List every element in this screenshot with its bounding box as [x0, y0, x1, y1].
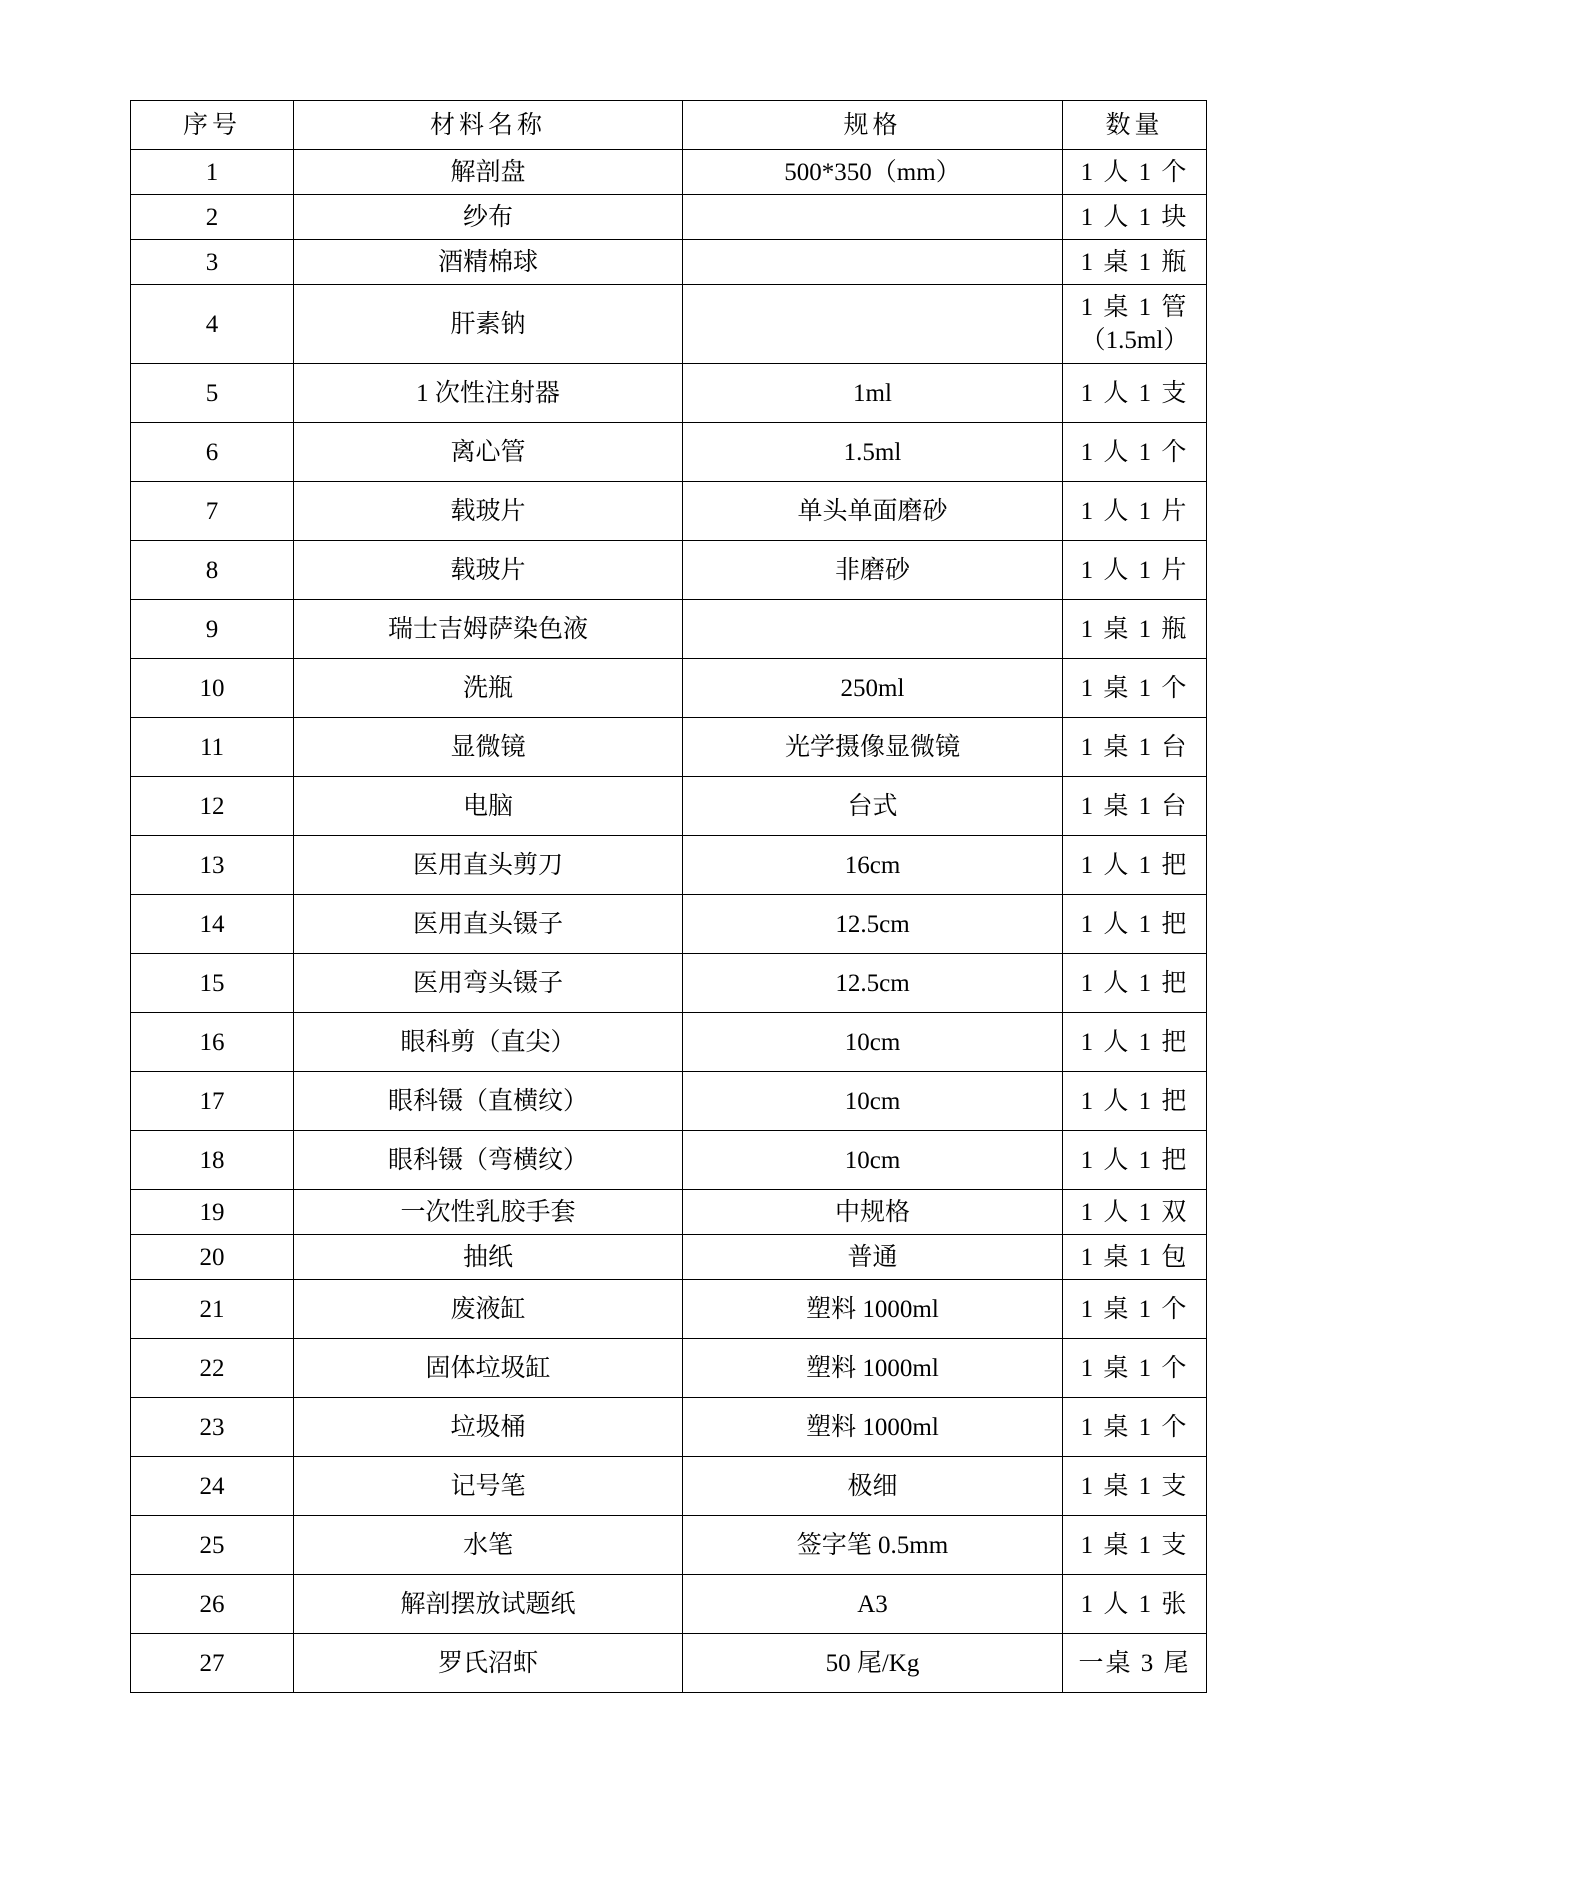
table-row — [131, 1280, 1207, 1339]
cell-material-name: 载玻片 — [294, 541, 683, 600]
cell-quantity: 1 桌 1 支 — [1063, 1457, 1207, 1516]
table-row — [131, 1575, 1207, 1634]
cell-quantity — [1063, 285, 1207, 364]
cell-specification: 签字笔 0.5mm — [683, 1516, 1063, 1575]
cell-index: 11 — [131, 718, 294, 777]
cell-material-name: 洗瓶 — [294, 659, 683, 718]
cell-specification: 500*350（mm） — [683, 150, 1063, 195]
cell-specification: 塑料 1000ml — [683, 1339, 1063, 1398]
table-row — [131, 1190, 1207, 1235]
cell-specification: 12.5cm — [683, 895, 1063, 954]
table-row — [131, 423, 1207, 482]
cell-specification: A3 — [683, 1575, 1063, 1634]
cell-index: 15 — [131, 954, 294, 1013]
cell-index: 21 — [131, 1280, 294, 1339]
cell-material-name: 载玻片 — [294, 482, 683, 541]
cell-specification: 光学摄像显微镜 — [683, 718, 1063, 777]
cell-specification: 12.5cm — [683, 954, 1063, 1013]
cell-material-name: 眼科剪（直尖） — [294, 1013, 683, 1072]
cell-quantity: 1 人 1 支 — [1063, 364, 1207, 423]
cell-material-name: 眼科镊（弯横纹） — [294, 1131, 683, 1190]
column-header-material-name: 材料名称 — [294, 101, 683, 150]
cell-quantity: 1 桌 1 包 — [1063, 1235, 1207, 1280]
cell-material-name: 肝素钠 — [294, 285, 683, 364]
cell-index: 17 — [131, 1072, 294, 1131]
column-header-quantity: 数量 — [1063, 101, 1207, 150]
table-row — [131, 482, 1207, 541]
cell-index: 12 — [131, 777, 294, 836]
cell-quantity: 1 桌 1 瓶 — [1063, 240, 1207, 285]
cell-quantity: 1 人 1 片 — [1063, 541, 1207, 600]
table-row — [131, 659, 1207, 718]
cell-specification: 10cm — [683, 1072, 1063, 1131]
cell-specification: 塑料 1000ml — [683, 1280, 1063, 1339]
cell-material-name: 记号笔 — [294, 1457, 683, 1516]
cell-material-name: 解剖盘 — [294, 150, 683, 195]
cell-material-name: 纱布 — [294, 195, 683, 240]
cell-material-name: 酒精棉球 — [294, 240, 683, 285]
table-row — [131, 718, 1207, 777]
cell-index: 24 — [131, 1457, 294, 1516]
cell-quantity: 1 人 1 个 — [1063, 423, 1207, 482]
table-row — [131, 240, 1207, 285]
table-row — [131, 1013, 1207, 1072]
table-row — [131, 1131, 1207, 1190]
cell-specification: 台式 — [683, 777, 1063, 836]
cell-index: 27 — [131, 1634, 294, 1693]
cell-material-name: 垃圾桶 — [294, 1398, 683, 1457]
table-row — [131, 1634, 1207, 1693]
cell-specification: 普通 — [683, 1235, 1063, 1280]
cell-specification: 中规格 — [683, 1190, 1063, 1235]
cell-quantity: 1 人 1 张 — [1063, 1575, 1207, 1634]
cell-quantity: 1 人 1 片 — [1063, 482, 1207, 541]
cell-quantity: 1 人 1 把 — [1063, 895, 1207, 954]
cell-specification: 10cm — [683, 1013, 1063, 1072]
table-row — [131, 150, 1207, 195]
cell-index: 19 — [131, 1190, 294, 1235]
table-row — [131, 364, 1207, 423]
cell-quantity: 1 人 1 块 — [1063, 195, 1207, 240]
table-row — [131, 777, 1207, 836]
cell-specification: 50 尾/Kg — [683, 1634, 1063, 1693]
cell-index: 9 — [131, 600, 294, 659]
table-row — [131, 895, 1207, 954]
table-row — [131, 600, 1207, 659]
cell-material-name: 医用弯头镊子 — [294, 954, 683, 1013]
cell-material-name: 抽纸 — [294, 1235, 683, 1280]
column-header-specification: 规格 — [683, 101, 1063, 150]
cell-quantity: 1 桌 1 台 — [1063, 777, 1207, 836]
table-row — [131, 1339, 1207, 1398]
cell-material-name: 医用直头剪刀 — [294, 836, 683, 895]
cell-index: 6 — [131, 423, 294, 482]
cell-quantity: 1 人 1 把 — [1063, 954, 1207, 1013]
cell-index: 8 — [131, 541, 294, 600]
cell-material-name: 解剖摆放试题纸 — [294, 1575, 683, 1634]
cell-quantity: 1 桌 1 个 — [1063, 1280, 1207, 1339]
table-header — [131, 101, 1207, 150]
cell-specification — [683, 195, 1063, 240]
cell-index: 18 — [131, 1131, 294, 1190]
cell-specification: 1.5ml — [683, 423, 1063, 482]
column-header-index: 序号 — [131, 101, 294, 150]
cell-quantity: 1 人 1 把 — [1063, 1072, 1207, 1131]
cell-quantity: 1 桌 1 瓶 — [1063, 600, 1207, 659]
cell-quantity: 一桌 3 尾 — [1063, 1634, 1207, 1693]
cell-quantity: 1 桌 1 个 — [1063, 659, 1207, 718]
cell-material-name: 1 次性注射器 — [294, 364, 683, 423]
cell-index: 2 — [131, 195, 294, 240]
cell-index: 3 — [131, 240, 294, 285]
cell-material-name: 固体垃圾缸 — [294, 1339, 683, 1398]
cell-quantity: 1 人 1 个 — [1063, 150, 1207, 195]
table-row — [131, 195, 1207, 240]
cell-material-name: 离心管 — [294, 423, 683, 482]
cell-specification: 250ml — [683, 659, 1063, 718]
cell-quantity: 1 桌 1 支 — [1063, 1516, 1207, 1575]
cell-index: 14 — [131, 895, 294, 954]
cell-index: 13 — [131, 836, 294, 895]
cell-specification: 1ml — [683, 364, 1063, 423]
cell-quantity-line2: （1.5ml） — [1080, 327, 1189, 354]
table-row — [131, 836, 1207, 895]
materials-table — [130, 100, 1207, 1693]
cell-quantity: 1 桌 1 台 — [1063, 718, 1207, 777]
cell-specification: 16cm — [683, 836, 1063, 895]
cell-specification: 单头单面磨砂 — [683, 482, 1063, 541]
table-row — [131, 1072, 1207, 1131]
cell-material-name: 医用直头镊子 — [294, 895, 683, 954]
table-row — [131, 1235, 1207, 1280]
cell-quantity: 1 人 1 把 — [1063, 836, 1207, 895]
cell-material-name: 眼科镊（直横纹） — [294, 1072, 683, 1131]
cell-index: 26 — [131, 1575, 294, 1634]
cell-quantity: 1 人 1 把 — [1063, 1131, 1207, 1190]
cell-index: 20 — [131, 1235, 294, 1280]
cell-index: 23 — [131, 1398, 294, 1457]
cell-index: 16 — [131, 1013, 294, 1072]
cell-specification: 非磨砂 — [683, 541, 1063, 600]
cell-material-name: 一次性乳胶手套 — [294, 1190, 683, 1235]
cell-specification — [683, 600, 1063, 659]
cell-index: 10 — [131, 659, 294, 718]
cell-index: 25 — [131, 1516, 294, 1575]
cell-material-name: 瑞士吉姆萨染色液 — [294, 600, 683, 659]
table-row — [131, 1398, 1207, 1457]
table-row — [131, 285, 1207, 364]
cell-quantity: 1 桌 1 个 — [1063, 1339, 1207, 1398]
cell-material-name: 罗氏沼虾 — [294, 1634, 683, 1693]
table-header-row — [131, 101, 1207, 150]
table-row — [131, 541, 1207, 600]
cell-quantity-line1: 1 桌 1 管 — [1080, 294, 1189, 321]
table-row — [131, 1516, 1207, 1575]
table-row — [131, 1457, 1207, 1516]
cell-specification — [683, 240, 1063, 285]
cell-material-name: 电脑 — [294, 777, 683, 836]
cell-material-name: 显微镜 — [294, 718, 683, 777]
cell-specification — [683, 285, 1063, 364]
cell-specification: 极细 — [683, 1457, 1063, 1516]
cell-index: 4 — [131, 285, 294, 364]
cell-specification: 10cm — [683, 1131, 1063, 1190]
cell-material-name: 废液缸 — [294, 1280, 683, 1339]
cell-index: 1 — [131, 150, 294, 195]
cell-material-name: 水笔 — [294, 1516, 683, 1575]
cell-specification: 塑料 1000ml — [683, 1398, 1063, 1457]
cell-index: 7 — [131, 482, 294, 541]
cell-quantity: 1 人 1 把 — [1063, 1013, 1207, 1072]
cell-quantity: 1 人 1 双 — [1063, 1190, 1207, 1235]
table-body — [131, 150, 1207, 1693]
cell-index: 22 — [131, 1339, 294, 1398]
cell-quantity: 1 桌 1 个 — [1063, 1398, 1207, 1457]
table-row — [131, 954, 1207, 1013]
cell-index: 5 — [131, 364, 294, 423]
